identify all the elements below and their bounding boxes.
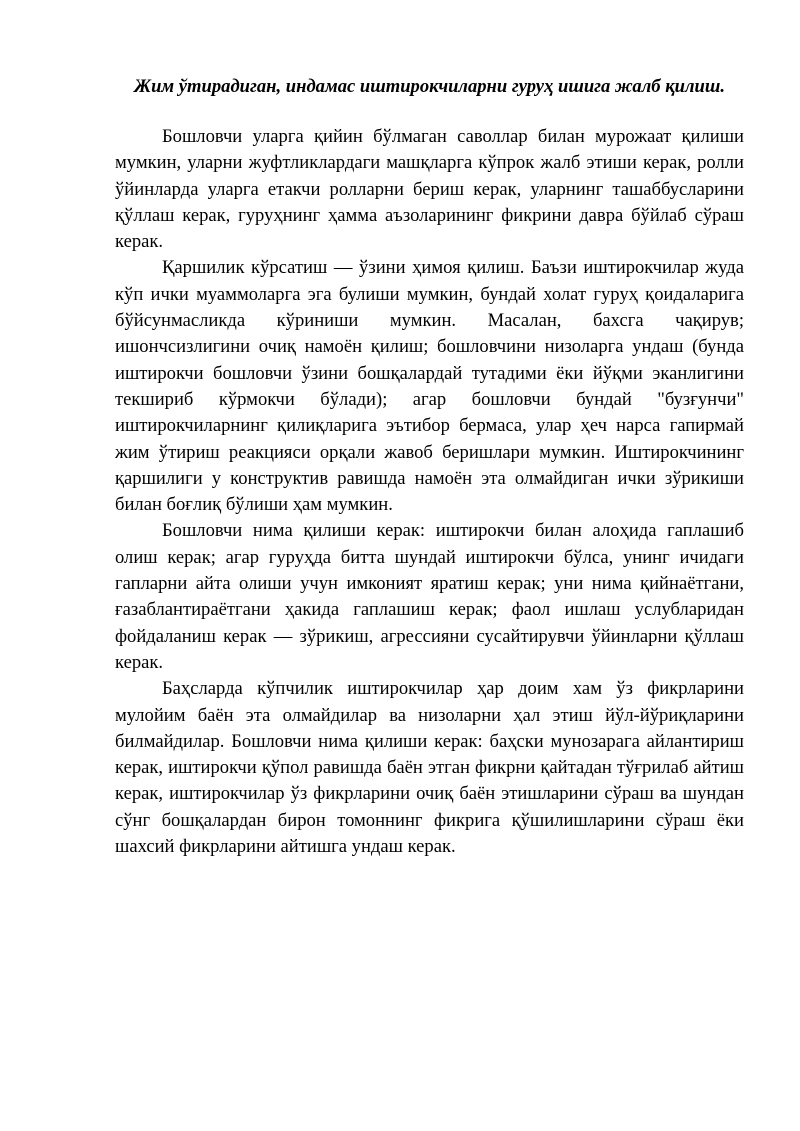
paragraph-2: Қаршилик кўрсатиш — ўзини ҳимоя қилиш. Баъзи иштирокчилар жуда кўп ички муаммоларга эга булиши мумкин, бундай холат гуруҳ қоидаларига бўйсунмасликда кўриниши мумкин. Масалан, бахсга чақирув; ишончсизлигини очиқ намоён қилиш; бошловчини низоларга ундаш (бунда иштирокчи бошловчи ўзини бошқалардай тутадими ёки йўқми эканлигини текшириб кўрмокчи бўлади); агар бошловчи бундай "бузғунчи" иштирокчиларнинг қилиқларига эътибор бермаса, улар ҳеч нарса гапирмай жим ўтириш реакцияси орқали жавоб беришлари мумкин. Иштирокчининг қаршилиги у конструктив равишда намоён эта олмайдиган ички зўрикиши билан боғлиқ бўлиши ҳам мумкин. — [115, 257, 744, 516]
paragraph-4: Баҳсларда кўпчилик иштирокчилар ҳар доим хам ўз фикрларини мулойим баён эта олмайдилар ва низоларни ҳал этиш йўл-йўриқларини билмайдилар. Бошловчи нима қилиши керак: баҳски мунозарага айлантириш керак, иштирокчи қўпол равишда баён этган фикрни қайтадан тўғрилаб айтиш керак, иштирокчилар ўз фикрларини очиқ баён этишларини сўраш ва шундан сўнг бошқалардан бирон томоннинг фикрига қўшилишларини сўраш ёки шахсий фикрларини айтишга ундаш керак. — [115, 678, 744, 858]
document-page — [115, 74, 744, 860]
paragraph-3: Бошловчи нима қилиши керак: иштирокчи билан алоҳида гаплашиб олиш керак; агар гуруҳда битта шундай иштирокчи бўлса, унинг ичидаги гапларни айта олиши учун имконият яратиш керак; уни нима қийнаётгани, ғазаблантираётгани ҳакида гаплашиш керак; фаол ишлаш услубларидан фойдаланиш керак — зўрикиш, агрессияни сусайтирувчи ўйинларни қўллаш керак. — [115, 520, 744, 673]
document-title: Жим ўтирадиган, индамас иштирокчиларни гуруҳ ишига жалб қилиш. — [134, 76, 725, 97]
paragraph-1: Бошловчи уларга қийин бўлмаган саволлар билан мурожаат қилиши мумкин, уларни жуфтликлардаги машқларга кўпрок жалб этиши керак, ролли ўйинларда уларга етакчи ролларни бериш керак, уларнинг ташаббусларини қўллаш керак, гуруҳнинг ҳамма аъзоларининг фикрини давра бўйлаб сўраш керак. — [115, 126, 744, 253]
